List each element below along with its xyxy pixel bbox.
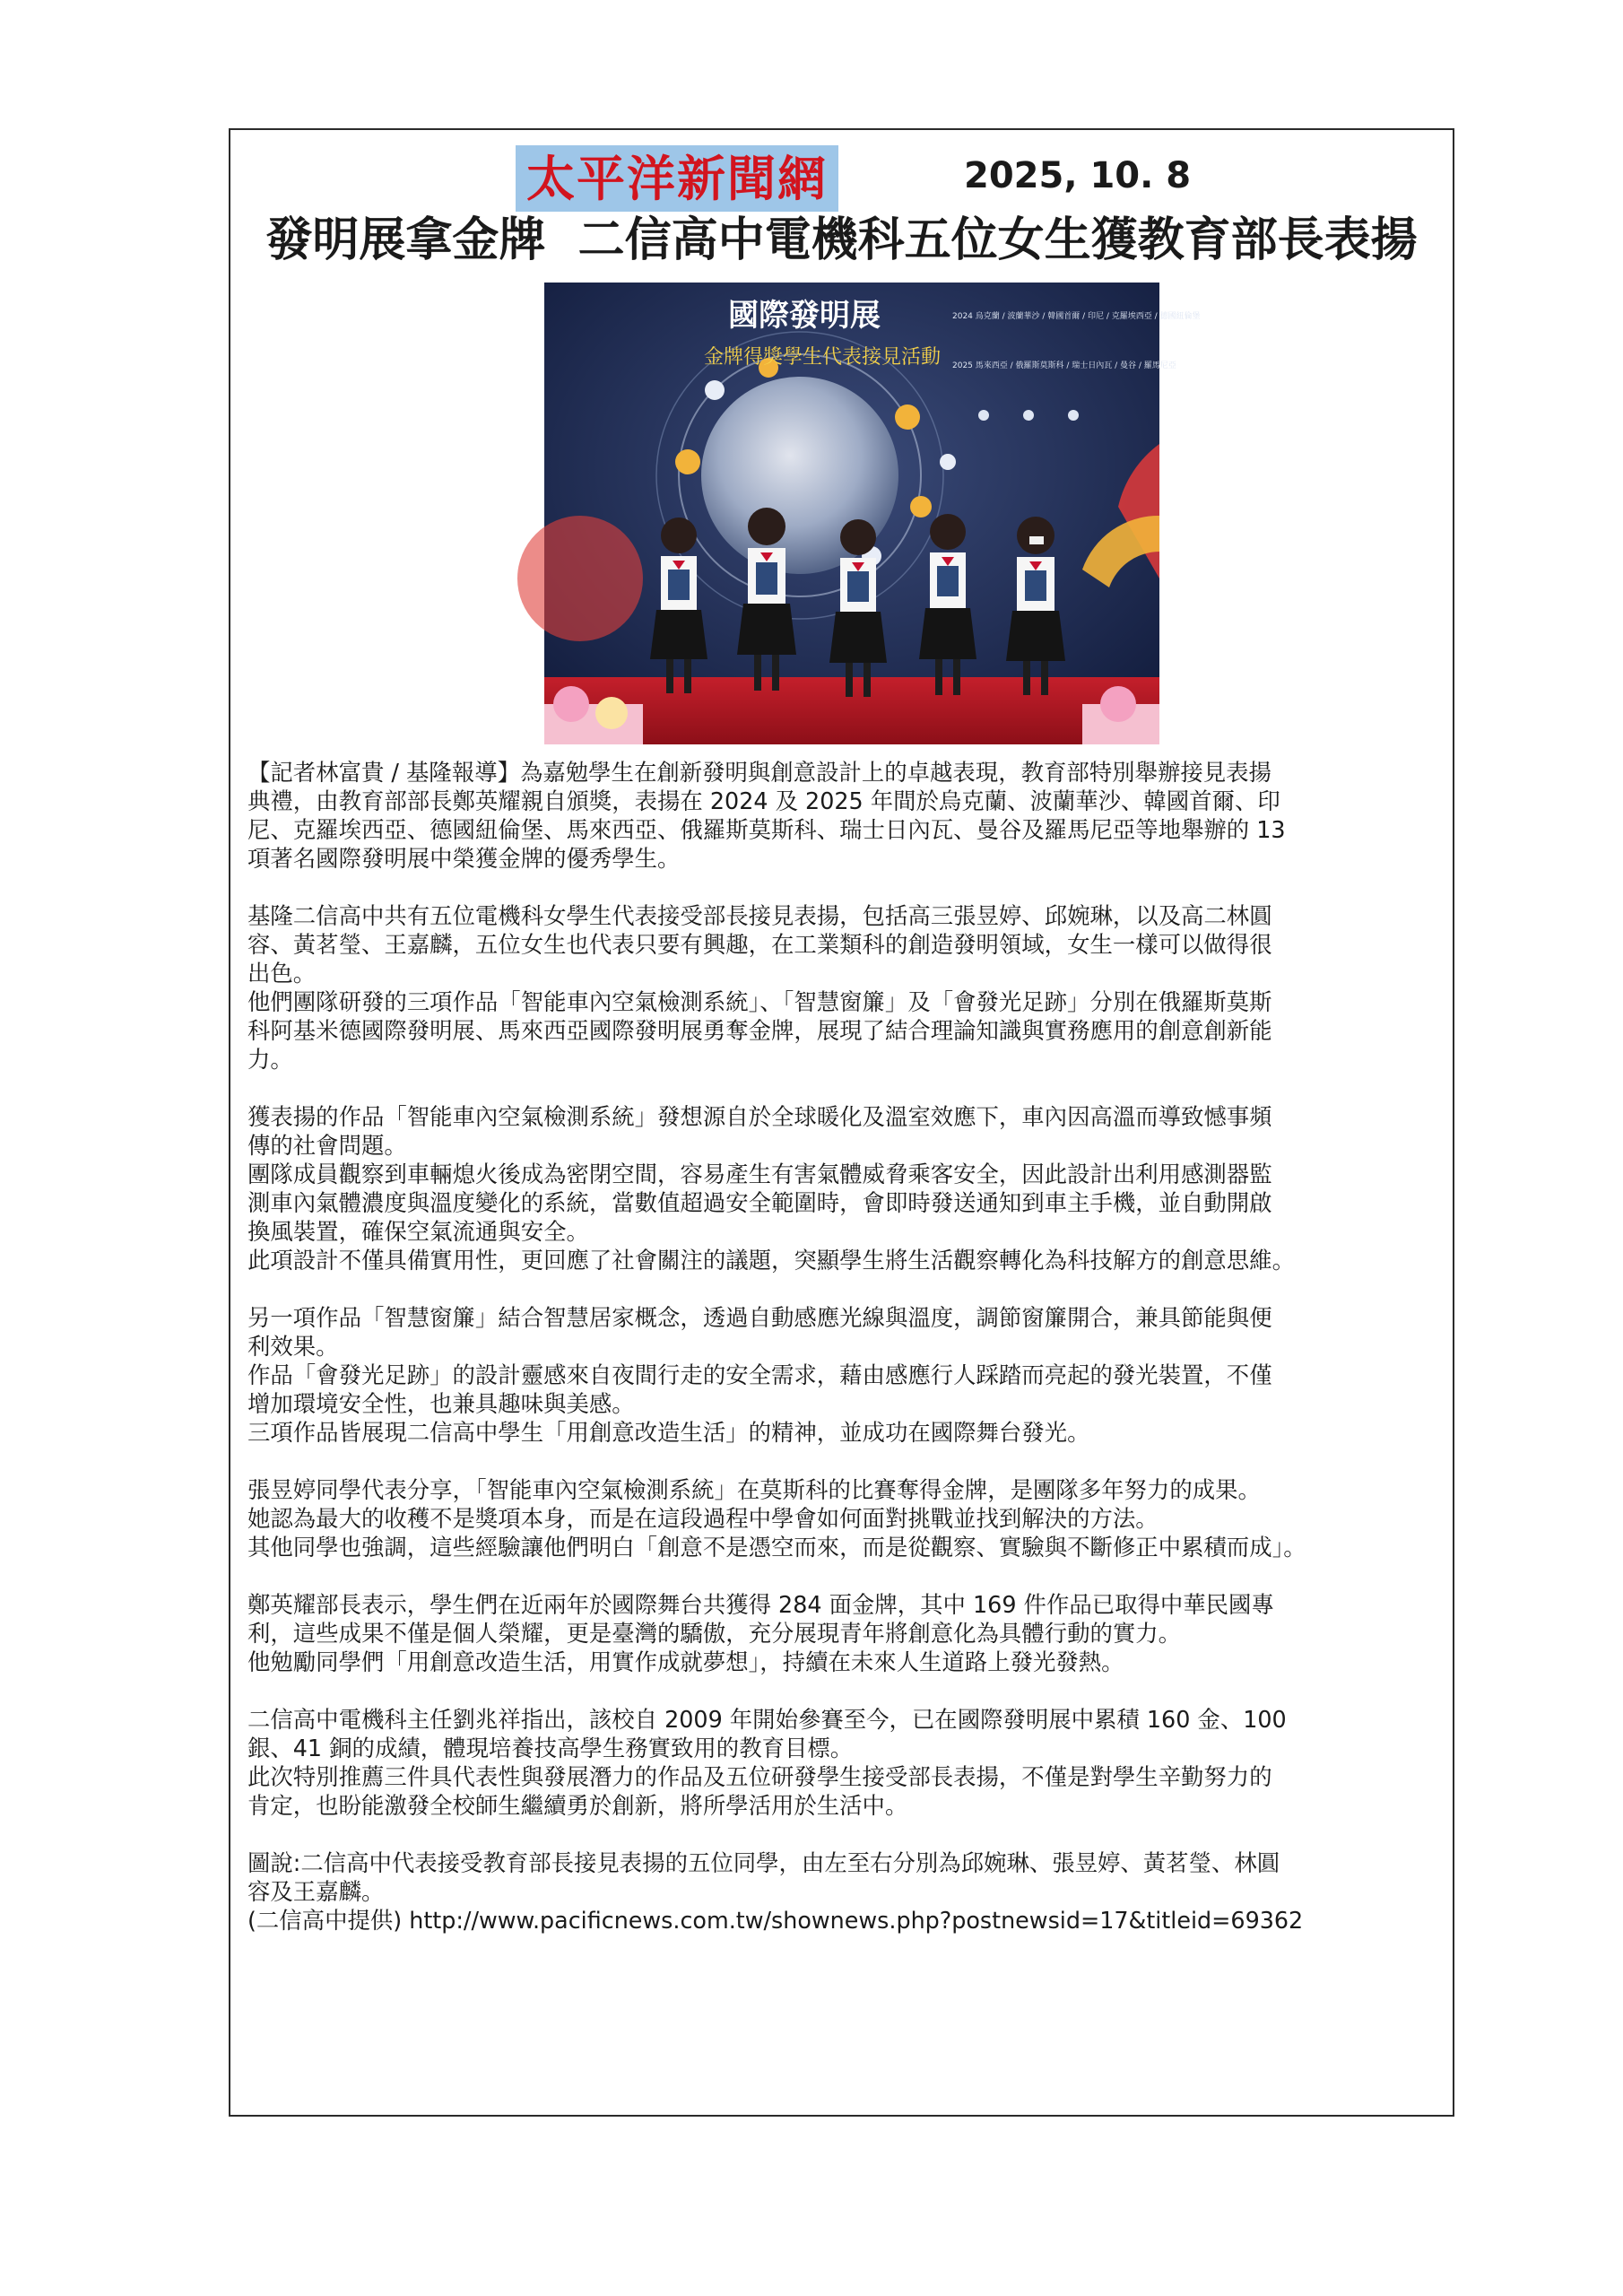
article-line: 換風裝置，確保空氣流通與安全。 bbox=[247, 1218, 589, 1245]
paragraph-gap bbox=[247, 1820, 1471, 1848]
article-line: 容及王嘉麟。 bbox=[247, 1878, 385, 1905]
article-line: 他們團隊研發的三項作品「智能車內空氣檢測系統」、「智慧窗簾」及「會發光足跡」分別在俄羅斯莫斯 bbox=[247, 988, 1272, 1015]
paragraph-gap bbox=[247, 1074, 1471, 1102]
article-line: 他勉勵同學們「用創意改造生活，用實作成就夢想」，持續在未來人生道路上發光發熱。 bbox=[247, 1648, 1124, 1675]
paragraph-gap bbox=[247, 1274, 1471, 1303]
article-line: 二信高中電機科主任劉兆祥指出，該校自 2009 年開始參賽至今，已在國際發明展中累積 160 金、100 bbox=[247, 1706, 1287, 1733]
article-line: 銀、41 銅的成績，體現培養技高學生務實致用的教育目標。 bbox=[247, 1735, 854, 1761]
paragraph-gap bbox=[247, 1561, 1471, 1590]
article-line: 科阿基米德國際發明展、馬來西亞國際發明展勇奪金牌，展現了結合理論知識與實務應用的創意創新能 bbox=[247, 1017, 1272, 1044]
article-line: 三項作品皆展現二信高中學生「用創意改造生活」的精神，並成功在國際舞台發光。 bbox=[247, 1419, 1090, 1446]
article-line: 鄭英耀部長表示，學生們在近兩年於國際舞台共獲得 284 面金牌，其中 169 件作品已取得中華民國專 bbox=[247, 1591, 1274, 1618]
paragraph-gap bbox=[247, 1676, 1471, 1705]
article-line: 團隊成員觀察到車輛熄火後成為密閉空間，容易產生有害氣體威脅乘客安全，因此設計出利用感測器監 bbox=[247, 1161, 1272, 1187]
article-line: 測車內氣體濃度與溫度變化的系統，當數值超過安全範圍時，會即時發送通知到車主手機，並自動開啟 bbox=[247, 1189, 1272, 1216]
article-line: 圖說:二信高中代表接受教育部長接見表揚的五位同學，由左至右分別為邱婉琳、張昱婷、黃茗瑩、林圓 bbox=[247, 1849, 1280, 1876]
article-line: 力。 bbox=[247, 1046, 293, 1073]
article-line: 典禮，由教育部部長鄭英耀親自頒獎，表揚在 2024 及 2025 年間於烏克蘭、波蘭華沙、韓國首爾、印 bbox=[247, 787, 1280, 814]
article-line: 基隆二信高中共有五位電機科女學生代表接受部長接見表揚，包括高三張昱婷、邱婉琳，以及高二林圓 bbox=[247, 902, 1272, 929]
article-line: 此次特別推薦三件具代表性與發展潛力的作品及五位研發學生接受部長表揚，不僅是對學生辛勤努力的 bbox=[247, 1763, 1272, 1790]
news-photo bbox=[544, 283, 1201, 744]
article-line: 容、黃茗瑩、王嘉麟，五位女生也代表只要有興趣，在工業類科的創造發明領域，女生一樣可以做得很 bbox=[247, 931, 1272, 958]
article-line: 另一項作品「智慧窗簾」結合智慧居家概念，透過自動感應光線與溫度，調節窗簾開合，兼具節能與便 bbox=[247, 1304, 1272, 1331]
article-line: 尼、克羅埃西亞、德國紐倫堡、馬來西亞、俄羅斯莫斯科、瑞士日內瓦、曼谷及羅馬尼亞等地舉辦的 13 bbox=[247, 816, 1286, 843]
banner-title: 國際發明展 bbox=[728, 298, 881, 334]
article-line: 作品「會發光足跡」的設計靈感來自夜間行走的安全需求，藉由感應行人踩踏而亮起的發光裝置，不僅 bbox=[247, 1361, 1272, 1388]
article-line: 項著名國際發明展中榮獲金牌的優秀學生。 bbox=[247, 845, 681, 872]
article-line: 張昱婷同學代表分享，「智能車內空氣檢測系統」在莫斯科的比賽奪得金牌，是團隊多年努力的成果。 bbox=[247, 1476, 1261, 1503]
article-line: 增加環境安全性，也兼具趣味與美感。 bbox=[247, 1390, 635, 1417]
article-line: 出色。 bbox=[247, 960, 317, 987]
article-line: (二信高中提供) http://www.pacificnews.com.tw/shownews.php?postnewsid=17&titleid=69362 bbox=[247, 1907, 1304, 1934]
article-line: 利效果。 bbox=[247, 1333, 339, 1360]
article-line: 獲表揚的作品「智能車內空氣檢測系統」發想源自於全球暖化及溫室效應下，車內因高溫而導致憾事頻 bbox=[247, 1103, 1272, 1130]
paragraph-gap bbox=[247, 1447, 1471, 1475]
article-line: 【記者林富貴 / 基隆報導】為嘉勉學生在創新發明與創意設計上的卓越表現，教育部特別舉辦接見表揚 bbox=[247, 759, 1271, 786]
article-line: 傳的社會問題。 bbox=[247, 1132, 407, 1159]
banner-subtitle: 金牌得獎學生代表接見活動 bbox=[704, 346, 942, 369]
article-body bbox=[247, 758, 1471, 1935]
paragraph-gap bbox=[247, 873, 1471, 901]
masthead-name: 太平洋新聞網 bbox=[526, 150, 828, 207]
banner-info-2024: 2024 烏克蘭 / 波蘭華沙 / 韓國首爾 / 印尼 / 克羅埃西亞 / 德國紐倫堡 bbox=[952, 312, 1201, 321]
article-line: 其他同學也強調，這些經驗讓他們明白「創意不是憑空而來，而是從觀察、實驗與不斷修正中累積而成」。 bbox=[247, 1534, 1306, 1561]
banner-info-2025: 2025 馬來西亞 / 俄羅斯莫斯科 / 瑞士日內瓦 / 曼谷 / 羅馬尼亞 bbox=[952, 361, 1176, 370]
article-line: 肯定，也盼能激發全校師生繼續勇於創新，將所學活用於生活中。 bbox=[247, 1792, 908, 1819]
headline: 發明展拿金牌 二信高中電機科五位女生獲教育部長表揚 bbox=[265, 213, 1418, 267]
article-line: 此項設計不僅具備實用性，更回應了社會關注的議題，突顯學生將生活觀察轉化為科技解方的創意思維。 bbox=[247, 1247, 1295, 1274]
article-line: 利，這些成果不僅是個人榮耀，更是臺灣的驕傲，充分展現青年將創意化為具體行動的實力。 bbox=[247, 1620, 1182, 1647]
masthead-logo bbox=[516, 145, 838, 212]
publication-date: 2025, 10. 8 bbox=[964, 155, 1192, 196]
article-line: 她認為最大的收穫不是獎項本身，而是在這段過程中學會如何面對挑戰並找到解決的方法。 bbox=[247, 1505, 1159, 1532]
